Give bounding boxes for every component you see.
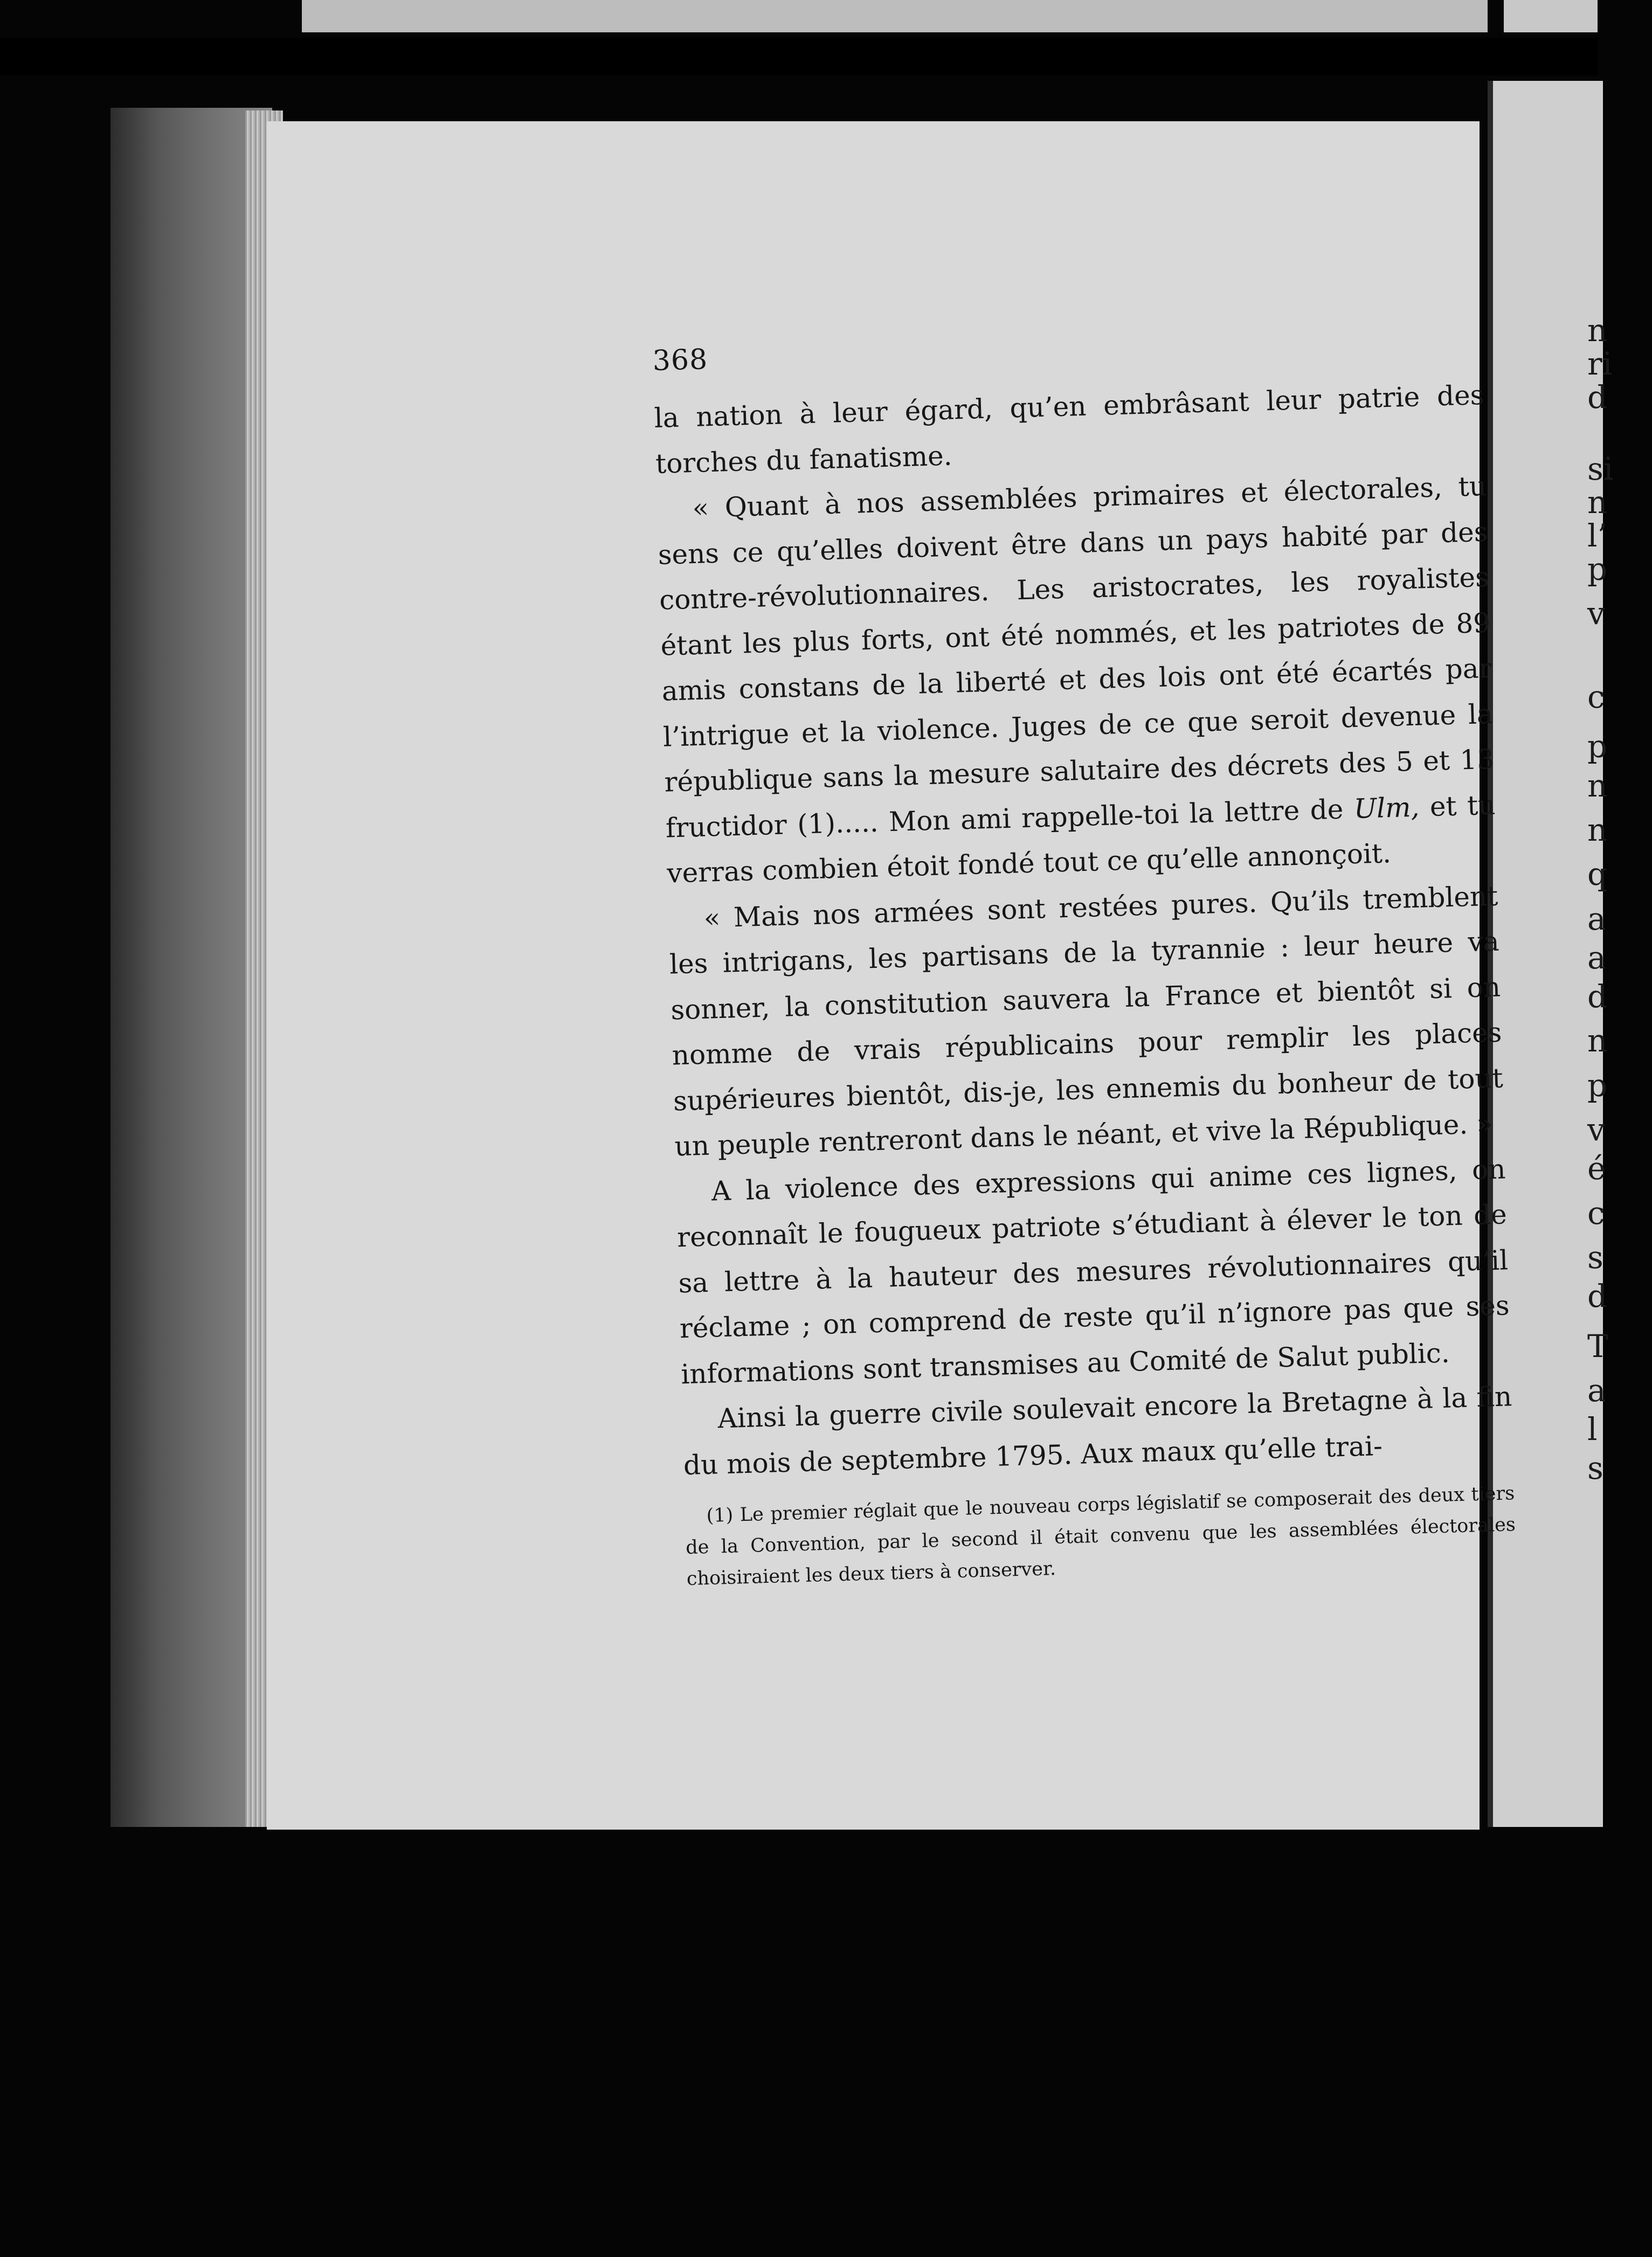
facing-page-fragment: p (1587, 550, 1608, 587)
footnote: (1) Le premier réglait que le nouveau corps législatif se composerait des deux tiers de la Convention, par le second il était convenu que les assemblées électorales choisiraient les deux tiers à conserver. (685, 1483, 1516, 1590)
film-top-strip (302, 0, 1488, 32)
paragraph-text: « Quant à nos assemblées primaires et électorales, tu sens ce qu’elles doivent être dans un pays habité par des contre-révolutionnaires. Les aristocrates, les royalistes étant les plus forts, ont été nommés, et les patriotes de 89 amis constans de la liberté et des lois ont été écartés par l’intrigue et la violence. Juges de ce que seroit devenue la république sans la mesure salutaire des décrets des 5 et 13 fructidor (1)..... Mon ami rappelle-toi la lettre de (658, 470, 1495, 844)
facing-page-fragment: a (1587, 1372, 1606, 1409)
paragraph-text: A la violence des expressions qui anime ces lignes, on reconnaît le fougueux patriote s’étudiant à élever le ton de sa lettre à la hauteur des mesures révolutionnaires qu’il réclame ; on comprend de reste qu’il n’ignore pas que ses informations sont transmises au Comité de Salut public. (676, 1153, 1510, 1390)
facing-page-fragment: p (1587, 728, 1608, 765)
facing-page-fragment: ri (1587, 345, 1613, 382)
facing-page-fragment: l (1587, 1411, 1598, 1448)
facing-page-fragment: s (1587, 1450, 1603, 1487)
facing-page-fragment: c (1587, 678, 1605, 715)
facing-page-fragment: n (1587, 484, 1608, 521)
facing-page-fragment: a (1587, 939, 1606, 976)
page-text-block (652, 322, 1517, 1595)
paragraph (675, 1146, 1511, 1397)
facing-page-fragment: n (1587, 311, 1608, 349)
facing-page-fragment: l’ (1587, 517, 1607, 554)
facing-page-fragment: v (1587, 1111, 1605, 1148)
facing-page-fragment: é (1587, 1150, 1606, 1187)
facing-page-fragment: si (1587, 451, 1614, 488)
film-top-strip-right (1504, 0, 1598, 32)
paragraph (656, 463, 1497, 896)
paragraph (668, 873, 1505, 1169)
paragraphs (654, 372, 1514, 1488)
facing-page-fragment: p (1587, 1067, 1608, 1104)
facing-page-fragment: d (1587, 978, 1608, 1015)
facing-page-fragment: n (1587, 767, 1608, 804)
facing-page-fragment: n (1587, 1022, 1608, 1060)
paragraph-text: et tu verras combien étoit fondé tout ce qu’elle annonçoit. (666, 789, 1496, 889)
paragraph-text: « Mais nos armées sont restées pures. Qu’ils tremblent les intrigans, les partisans de la tyrannie : leur heure va sonner, la constitution sauvera la France et bientôt si on nomme de vrais républicains pour remplir les places supérieures bientôt, dis-je, les ennemis du bonheur de tout un peuple rentreront dans le néant, et vive la République. » (669, 880, 1504, 1162)
paragraph-text: Ainsi la guerre civile soulevait encore la Bretagne à la fin du mois de septembre 1795. Aux maux qu’elle trai- (683, 1381, 1512, 1481)
facing-page-fragment: T (1587, 1327, 1608, 1365)
facing-page-fragment: s (1587, 1239, 1603, 1276)
page-number: 368 (652, 343, 708, 377)
facing-page-fragment: c (1587, 1194, 1605, 1231)
facing-page-fragment: n (1587, 811, 1608, 848)
facing-page-fragment: q (1587, 856, 1608, 893)
facing-page-fragment: v (1587, 595, 1605, 632)
paragraph-text: la nation à leur égard, qu’en embrâsant leur patrie des torches du fanatisme. (653, 379, 1485, 480)
italic-text: Ulm, (1353, 791, 1420, 825)
facing-page-fragment: d (1587, 1278, 1608, 1315)
facing-page-fragment: d (1587, 378, 1608, 416)
facing-page-fragment: a (1587, 900, 1606, 937)
film-dark-bar (0, 38, 1598, 75)
